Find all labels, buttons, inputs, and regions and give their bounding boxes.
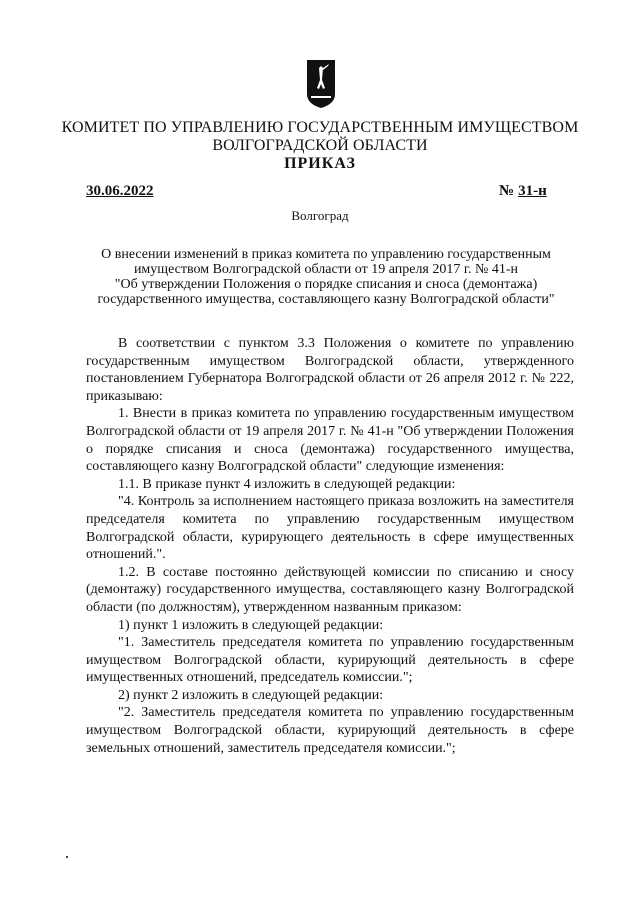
body-paragraph: 1. Внести в приказ комитета по управлению государственным имуществом Волгоградской области от 19 апреля 2017 г. № 41-н "Об утверждении Положения о порядке списания и сноса (демонтажа) государственного имущества, составляющего казну Волгоградской области" следующие изменения:	[86, 406, 574, 475]
document-subject	[68, 247, 584, 307]
subject-line: О внесении изменений в приказ комитета по управлению государственным	[101, 247, 551, 262]
scan-speck	[66, 856, 68, 858]
body-paragraph: "2. Заместитель председателя комитета по управлению государственным имуществом Волгоградской области, курирующий деятельность в сфере земельных отношений, заместитель председателя комиссии.";	[86, 705, 574, 756]
body-paragraph: В соответствии с пунктом 3.3 Положения о комитете по управлению государственным имуществом Волгоградской области, утвержденного постановлением Губернатора Волгоградской области от 26 апреля 2012 г. № 222, приказываю:	[86, 336, 574, 404]
city-name: Волгоград	[291, 208, 349, 223]
subject-line: государственного имущества, составляющего казну Волгоградской области"	[97, 292, 555, 307]
document-number	[499, 183, 547, 200]
body-paragraph: "1. Заместитель председателя комитета по управлению государственным имуществом Волгоградской области, курирующий деятельность в сфере имущественных отношений, председатель комиссии.";	[86, 635, 574, 686]
number-value: 31-н	[518, 183, 547, 199]
organization-name-line1: КОМИТЕТ ПО УПРАВЛЕНИЮ ГОСУДАРСТВЕННЫМ ИМУЩЕСТВОМ	[61, 119, 579, 136]
body-paragraph: "4. Контроль за исполнением настоящего приказа возложить на заместителя председателя комитета по управлению государственным имуществом Волгоградской области, курирующего деятельность в сфере имущественных отношений.".	[86, 494, 574, 563]
document-body	[86, 335, 574, 757]
subject-line: "Об утверждении Положения о порядке списания и сноса (демонтажа)	[114, 277, 538, 292]
coat-of-arms-icon	[305, 58, 337, 110]
subject-line: имуществом Волгоградской области от 19 апреля 2017 г. № 41-н	[133, 262, 519, 277]
organization-name-line2: ВОЛГОГРАДСКОЙ ОБЛАСТИ	[212, 137, 428, 154]
body-paragraph: 1) пункт 1 изложить в следующей редакции:	[118, 617, 384, 633]
document-date: 30.06.2022	[86, 183, 154, 199]
document-type-title: ПРИКАЗ	[284, 155, 356, 172]
body-paragraph: 1.1. В приказе пункт 4 изложить в следующей редакции:	[118, 476, 456, 492]
body-paragraph: 2) пункт 2 изложить в следующей редакции:	[118, 687, 384, 703]
body-paragraph: 1.2. В составе постоянно действующей комиссии по списанию и сносу (демонтажу) государственного имущества, составляющего казну Волгоградской области (по должностям), утвержденном названным приказом:	[86, 564, 574, 615]
number-sign: №	[499, 183, 515, 199]
